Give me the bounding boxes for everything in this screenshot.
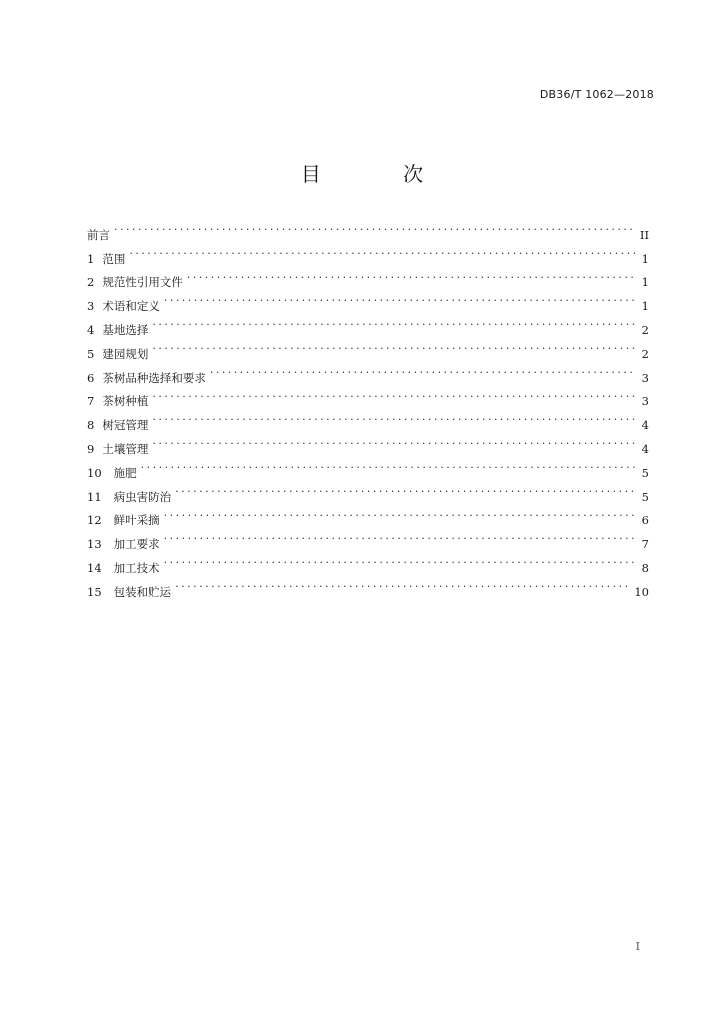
toc-entry-page: 2 xyxy=(641,322,649,337)
toc-entry-label: 加工要求 xyxy=(113,537,160,552)
toc-leader-dots xyxy=(210,358,636,382)
toc-entry-page: 6 xyxy=(641,513,649,528)
toc-entry-page: 3 xyxy=(641,370,649,385)
toc-entry-number: 4 xyxy=(87,322,95,337)
toc-entry-foreword[interactable] xyxy=(87,215,649,242)
toc-entry-label: 范围 xyxy=(102,251,126,266)
toc-entry-number: 2 xyxy=(87,275,95,290)
toc-entry-label: 茶树品种选择和要求 xyxy=(102,370,206,385)
toc-entry-page: 5 xyxy=(641,489,649,504)
toc-entry-10[interactable] xyxy=(87,453,649,480)
toc-entry-number: 11 xyxy=(87,489,102,504)
toc-entry-number: 14 xyxy=(87,560,102,575)
document-code: DB36/T 1062—2018 xyxy=(539,88,654,101)
toc-entry-label: 茶树种植 xyxy=(102,394,149,409)
toc-entry-9[interactable] xyxy=(87,429,649,456)
toc-entry-number: 8 xyxy=(87,418,95,433)
toc-entry-page: 10 xyxy=(634,584,649,599)
toc-leader-dots xyxy=(164,524,636,548)
toc-entry-12[interactable] xyxy=(87,501,649,528)
toc-entry-label: 建园规划 xyxy=(102,346,149,361)
toc-entry-7[interactable] xyxy=(87,382,649,409)
toc-entry-number: 5 xyxy=(87,346,95,361)
toc-leader-dots xyxy=(164,286,636,310)
toc-entry-15[interactable] xyxy=(87,572,649,599)
toc-entry-label: 包装和贮运 xyxy=(113,584,172,599)
toc-title: 目 次 xyxy=(300,162,462,186)
toc-entry-number: 15 xyxy=(87,584,102,599)
toc-entry-label: 前言 xyxy=(87,227,110,242)
toc-entry-page: 3 xyxy=(641,394,649,409)
toc-entry-page: II xyxy=(639,227,649,242)
toc-entry-label: 基地选择 xyxy=(102,322,149,337)
toc-entry-label: 病虫害防治 xyxy=(113,489,172,504)
toc-leader-dots xyxy=(187,263,636,287)
toc-leader-dots xyxy=(114,215,634,239)
toc-entry-page: 1 xyxy=(641,299,649,314)
toc-leader-dots xyxy=(152,310,635,334)
toc-entry-page: 1 xyxy=(641,275,649,290)
toc-leader-dots xyxy=(152,405,635,429)
toc-entry-4[interactable] xyxy=(87,310,649,337)
toc-entry-number: 9 xyxy=(87,441,95,456)
toc-entry-2[interactable] xyxy=(87,263,649,290)
toc-leader-dots xyxy=(152,429,635,453)
toc-entry-number: 3 xyxy=(87,299,95,314)
toc-entry-14[interactable] xyxy=(87,548,649,575)
toc-entry-page: 4 xyxy=(641,441,649,456)
toc-entry-3[interactable] xyxy=(87,286,649,314)
toc-entry-number: 13 xyxy=(87,537,102,552)
toc-entry-page: 5 xyxy=(641,465,649,480)
toc-entry-label: 树冠管理 xyxy=(102,418,149,433)
toc-leader-dots xyxy=(129,239,635,263)
toc-entry-8[interactable] xyxy=(87,405,649,433)
toc-entry-label: 施肥 xyxy=(113,465,137,480)
toc-entry-number: 7 xyxy=(87,394,95,409)
toc-entry-label: 术语和定义 xyxy=(102,299,160,314)
toc-entry-label: 鲜叶采摘 xyxy=(113,513,160,528)
toc-entry-page: 4 xyxy=(641,418,649,433)
toc-entry-number: 6 xyxy=(87,370,95,385)
toc-leader-dots xyxy=(164,501,636,525)
toc-entry-page: 2 xyxy=(641,346,649,361)
toc-entry-13[interactable] xyxy=(87,524,649,552)
toc-entry-11[interactable] xyxy=(87,477,649,504)
toc-entry-5[interactable] xyxy=(87,334,649,361)
toc-entry-page: 7 xyxy=(641,537,649,552)
toc-leader-dots xyxy=(164,548,636,572)
toc-leader-dots xyxy=(141,453,636,477)
toc-entry-number: 1 xyxy=(87,251,95,266)
page-number: I xyxy=(635,940,640,953)
toc-leader-dots xyxy=(175,572,628,596)
toc-entry-number: 10 xyxy=(87,465,102,480)
toc-leader-dots xyxy=(175,477,636,501)
toc-entry-label: 加工技术 xyxy=(113,560,160,575)
toc-entry-page: 1 xyxy=(641,251,649,266)
toc-leader-dots xyxy=(152,382,635,406)
toc-entry-6[interactable] xyxy=(87,358,649,385)
toc-entry-label: 规范性引用文件 xyxy=(102,275,183,290)
toc-entry-label: 土壤管理 xyxy=(102,441,149,456)
toc-leader-dots xyxy=(152,334,635,358)
toc-entry-1[interactable] xyxy=(87,239,649,266)
toc-entry-page: 8 xyxy=(641,560,649,575)
toc-entry-number: 12 xyxy=(87,513,102,528)
table-of-contents xyxy=(87,215,649,599)
